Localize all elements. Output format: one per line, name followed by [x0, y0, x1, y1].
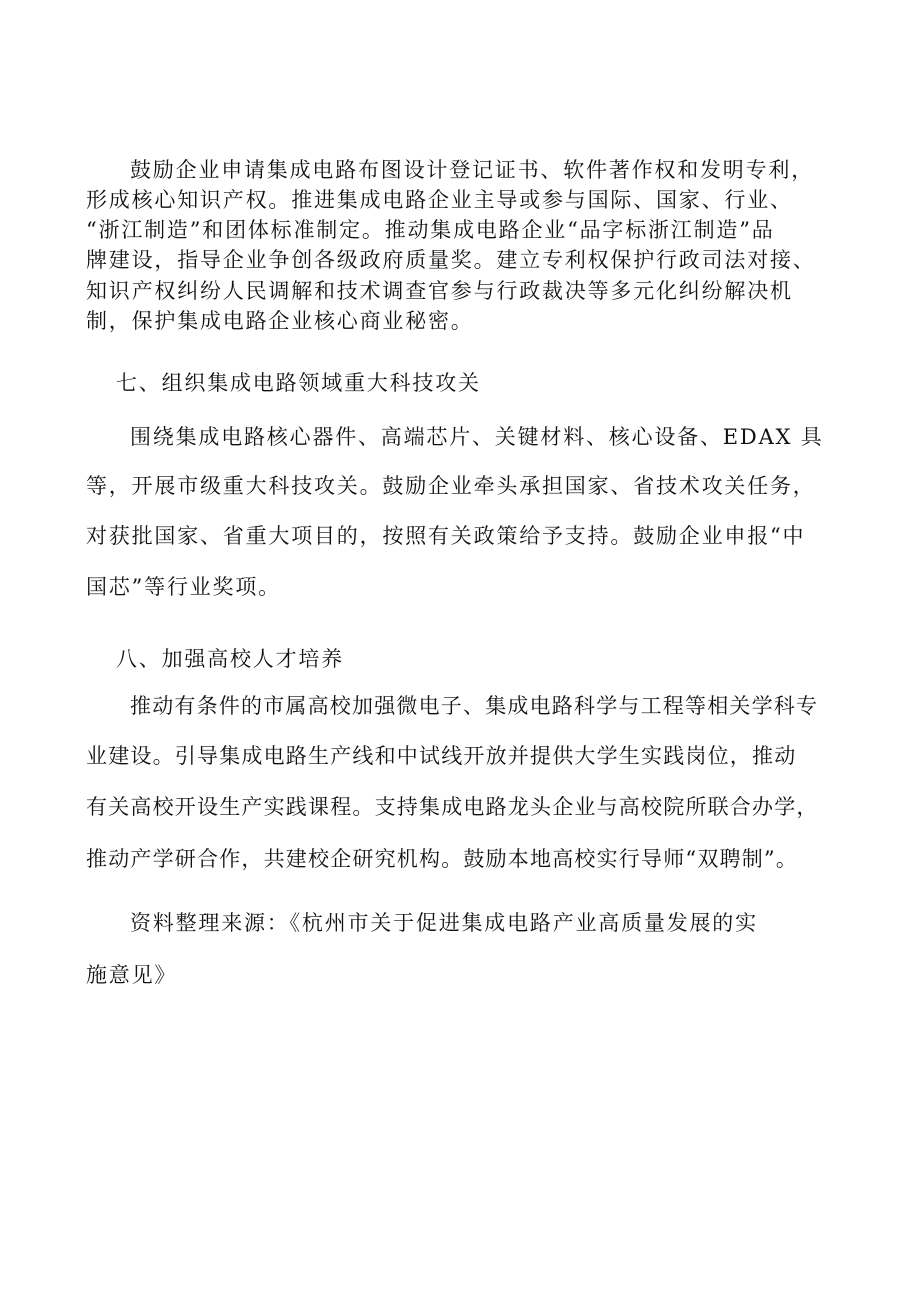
- source-line: 施意见》: [86, 963, 178, 987]
- paragraph-line: 对获批国家、省重大项目的，按照有关政策给予支持。鼓励企业申报“中: [86, 524, 806, 548]
- paragraph-line: 推动有条件的市属高校加强微电子、集成电路科学与工程等相关学科专: [130, 694, 819, 718]
- paragraph-line: 等，开展市级重大科技攻关。鼓励企业牵头承担国家、省技术攻关任务，: [86, 474, 816, 498]
- paragraph-line: 知识产权纠纷人民调解和技术调查官参与行政裁决等多元化纠纷解决机: [86, 279, 793, 303]
- paragraph-line: 业建设。引导集成电路生产线和中试线开放并提供大学生实践岗位，推动: [86, 744, 797, 768]
- paragraph-line: 推动产学研合作，共建校企研究机构。鼓励本地高校实行导师“双聘制”。: [86, 847, 799, 871]
- paragraph-line: 鼓励企业申请集成电路布图设计登记证书、软件著作权和发明专利，: [130, 158, 814, 182]
- section-heading-7: 七、组织集成电路领域重大科技攻关: [116, 371, 481, 395]
- source-line: 资料整理来源：《杭州市关于促进集成电路产业高质量发展的实: [130, 911, 758, 935]
- paragraph-line: 制，保护集成电路企业核心商业秘密。: [86, 309, 474, 333]
- paragraph-line: 形成核心知识产权。推进集成电路企业主导或参与国际、国家、行业、: [86, 188, 793, 212]
- paragraph-line: “浙江制造”和团体标准制定。推动集成电路企业“品字标浙江制造”品: [86, 218, 775, 242]
- paragraph-line: 国芯”等行业奖项。: [86, 575, 281, 599]
- paragraph-line: 牌建设，指导企业争创各级政府质量奖。建立专利权保护行政司法对接、: [86, 248, 816, 272]
- paragraph-line: 有关高校开设生产实践课程。支持集成电路龙头企业与高校院所联合办学，: [86, 795, 819, 819]
- section-heading-8: 八、加强高校人才培养: [116, 647, 344, 671]
- paragraph-line: 围绕集成电路核心器件、高端芯片、关键材料、核心设备、EDAX 具: [130, 425, 824, 449]
